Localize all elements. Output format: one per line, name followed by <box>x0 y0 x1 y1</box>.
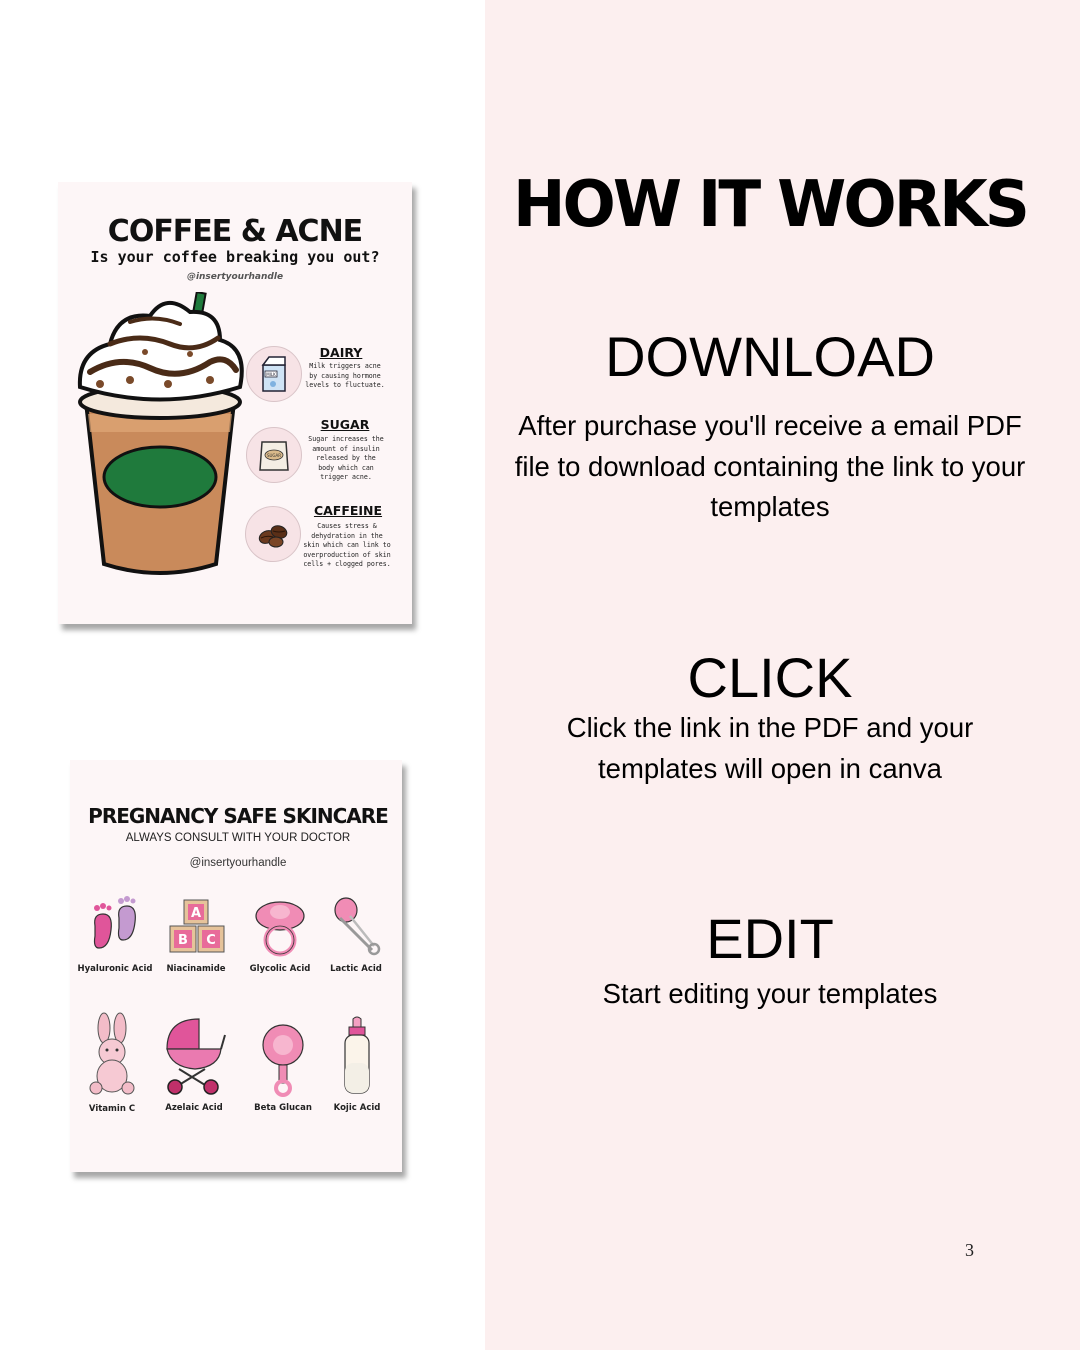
step-download-heading: DOWNLOAD <box>605 325 935 388</box>
pregnancy-template-title: PREGNANCY SAFE SKINCARE <box>88 804 388 828</box>
ingredient-title-dairy: DAIRY <box>319 345 363 360</box>
ingredient-line: skin which can link to <box>303 541 391 550</box>
skincare-item <box>316 896 396 974</box>
step-download-line: templates <box>710 491 830 522</box>
ingredient-line: overproduction of skin <box>303 550 391 559</box>
step-click-line: templates will open in canva <box>598 752 942 784</box>
frappuccino-icon <box>70 292 250 577</box>
bunny-icon <box>82 1012 142 1098</box>
ingredient-line: amount of insulin <box>312 444 380 453</box>
ingredient-line: trigger acne. <box>320 473 372 482</box>
rattle-icon <box>253 1021 313 1097</box>
skincare-item-label: Niacinamide <box>166 964 226 974</box>
ingredient-line: by causing hormone <box>309 371 381 380</box>
baby-feet-icon <box>85 896 145 958</box>
block-letter: C <box>206 933 216 948</box>
skincare-item-label: Azelaic Acid <box>165 1103 223 1113</box>
abc-blocks-icon <box>162 896 230 958</box>
ingredient-line: Sugar increases the <box>308 435 384 443</box>
ingredient-line: cells + clogged pores. <box>303 560 391 569</box>
pregnancy-skincare-template-preview <box>70 760 402 1172</box>
sugar-bag-icon <box>247 428 301 482</box>
dairy-circle <box>246 346 302 402</box>
step-click-text <box>495 708 1045 789</box>
ingredient-line: body which can <box>318 463 374 472</box>
skincare-item <box>154 1015 234 1113</box>
step-click-line: Click the link in the PDF and your <box>566 712 974 743</box>
ingredient-line: levels to fluctuate. <box>305 381 385 390</box>
skincare-item <box>243 1021 323 1113</box>
page-number: 3 <box>965 1240 974 1260</box>
skincare-item-label: Kojic Acid <box>333 1103 381 1113</box>
block-letter: A <box>190 906 202 921</box>
block-letter: B <box>178 933 188 948</box>
safety-pin-icon <box>326 896 386 958</box>
step-download-text <box>495 406 1045 528</box>
step-click-heading: CLICK <box>687 646 853 709</box>
coffee-acne-template-preview <box>58 182 412 624</box>
skincare-item-label: Vitamin C <box>88 1104 136 1114</box>
skincare-item-label: Hyaluronic Acid <box>77 964 153 974</box>
ingredient-line: Milk triggers acne <box>309 362 381 370</box>
step-edit-heading: EDIT <box>706 907 834 970</box>
skincare-item <box>75 896 155 974</box>
skincare-item <box>156 896 236 974</box>
baby-bottle-icon <box>327 1015 387 1097</box>
skincare-item-label: Lactic Acid <box>330 964 382 974</box>
step-download-line: file to download containing the link to your <box>514 450 1026 482</box>
ingredient-line: released by the <box>316 454 376 463</box>
skincare-item <box>72 1012 152 1114</box>
skincare-item-label: Beta Glucan <box>254 1103 312 1113</box>
ingredient-text-sugar <box>301 435 391 483</box>
coffee-template-handle: @insertyourhandle <box>186 272 284 282</box>
milk-label: MILK <box>266 372 276 377</box>
caffeine-circle <box>245 506 301 562</box>
pregnancy-template-handle: @insertyourhandle <box>189 857 287 869</box>
sugar-label: SUGAR <box>266 453 282 458</box>
stroller-icon <box>159 1015 229 1097</box>
ingredient-title-sugar: SUGAR <box>320 417 370 432</box>
pacifier-icon <box>250 896 310 958</box>
ingredient-title-caffeine: CAFFEINE <box>313 503 383 518</box>
ingredient-text-caffeine <box>302 522 392 570</box>
sugar-circle <box>246 427 302 483</box>
step-edit-line: Start editing your templates <box>602 978 938 1009</box>
skincare-item <box>240 896 320 974</box>
coffee-template-subtitle: Is your coffee breaking you out? <box>90 248 380 266</box>
ingredient-line: dehydration in the <box>311 531 383 540</box>
page-title: HOW IT WORKS <box>512 168 1028 242</box>
skincare-item-label: Glycolic Acid <box>249 964 311 974</box>
pregnancy-template-subtitle: ALWAYS CONSULT WITH YOUR DOCTOR <box>125 832 351 844</box>
step-edit-text <box>495 974 1045 1015</box>
ingredient-text-dairy <box>300 362 390 391</box>
coffee-template-title: COFFEE & ACNE <box>107 214 363 249</box>
ingredient-line: Causes stress & <box>317 522 377 530</box>
skincare-item <box>317 1015 397 1113</box>
milk-carton-icon <box>247 347 301 401</box>
step-download-line: After purchase you'll receive a email PDF <box>518 410 1022 441</box>
coffee-beans-icon <box>246 507 300 561</box>
